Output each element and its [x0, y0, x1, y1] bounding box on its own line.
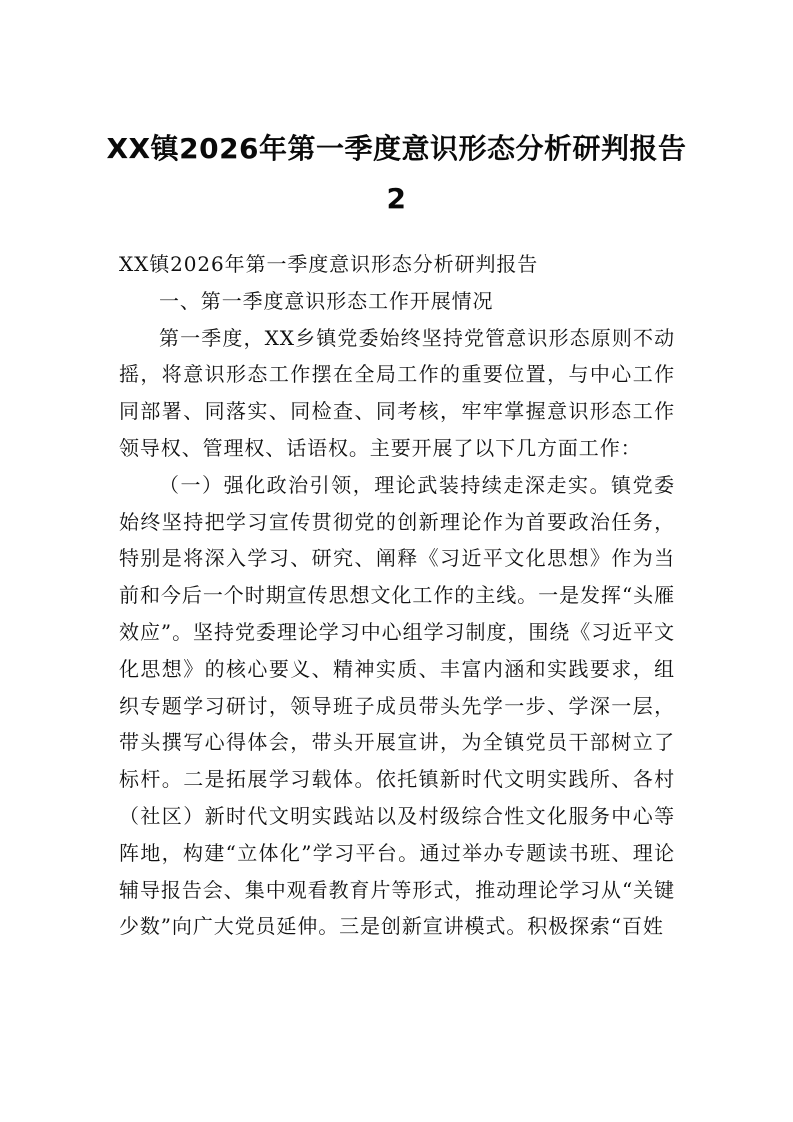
body-paragraph-1: 第一季度，XX乡镇党委始终坚持党管意识形态原则不动摇，将意识形态工作摆在全局工作的重要位置，与中心工作同部署、同落实、同检查、同考核，牢牢掌握意识形态工作领导权、管理权、话语权。主要开展了以下几方面工作： — [119, 325, 675, 460]
section-heading: 一、第一季度意识形态工作开展情况 — [159, 288, 494, 313]
document-title: XX镇2026年第一季度意识形态分析研判报告2 — [106, 132, 687, 215]
document-body — [119, 246, 675, 945]
body-paragraph-2: （一）强化政治引领，理论武装持续走深走实。镇党委始终坚持把学习宣传贯彻党的创新理论作为首要政治任务，特别是将深入学习、研究、阐释《习近平文化思想》作为当前和今后一个时期宣传思想文化工作的主线。一是发挥“头雁效应”。坚持党委理论学习中心组学习制度，围绕《习近平文化思想》的核心要义、精神实质、丰富内涵和实践要求，组织专题学习研讨，领导班子成员带头先学一步、学深一层，带头撰写心得体会，带头开展宣讲，为全镇党员干部树立了标杆。二是拓展学习载体。依托镇新时代文明实践所、各村（社区）新时代文明实践站以及村级综合性文化服务中心等阵地，构建“立体化”学习平台。通过举办专题读书班、理论辅导报告会、集中观看教育片等形式，推动理论学习从“关键少数”向广大党员延伸。三是创新宣讲模式。积极探索“百姓 — [119, 472, 675, 939]
document-subtitle: XX镇2026年第一季度意识形态分析研判报告 — [119, 252, 539, 276]
